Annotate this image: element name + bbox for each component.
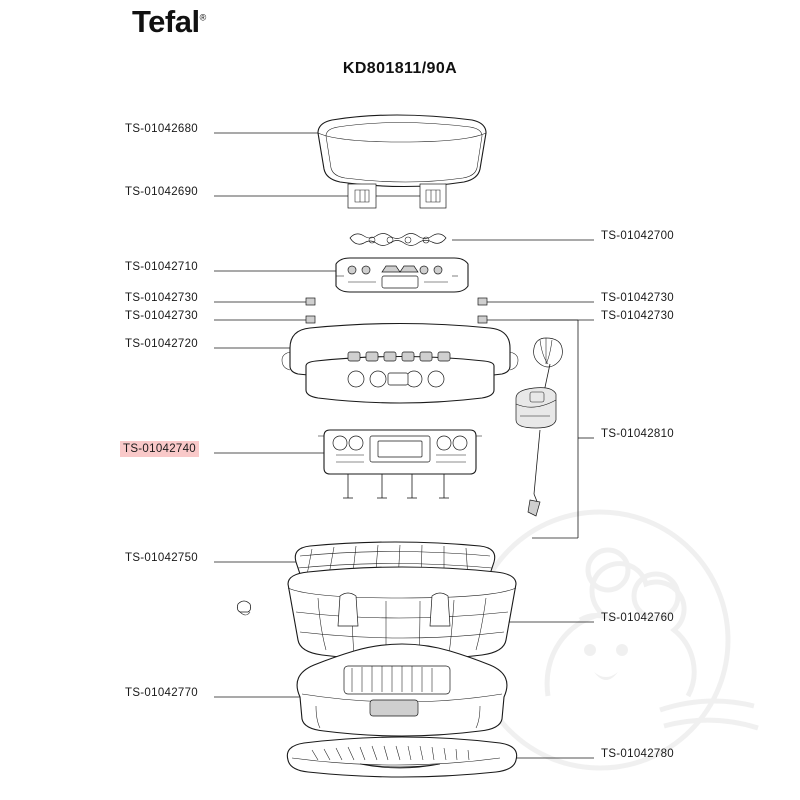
part-ts-01042700	[350, 234, 446, 246]
ref-label-ts-01042770[interactable]: TS-01042770	[125, 687, 198, 699]
ref-label-ts-01042780[interactable]: TS-01042780	[601, 748, 674, 760]
page-title: KD801811/90A	[342, 60, 458, 77]
ref-label-ts-01042690[interactable]: TS-01042690	[125, 186, 198, 198]
ref-label-ts-01042680[interactable]: TS-01042680	[125, 123, 198, 135]
ref-label-ts-01042760[interactable]: TS-01042760	[601, 612, 674, 624]
part-ts-01042810	[516, 338, 562, 516]
part-ts-01042780	[287, 737, 516, 777]
ref-label-ts-01042740[interactable]: TS-01042740	[120, 441, 199, 457]
ref-label-ts-01042730-right-lower[interactable]: TS-01042730	[601, 310, 674, 322]
ref-label-ts-01042720[interactable]: TS-01042720	[125, 338, 198, 350]
part-ts-01042740	[318, 430, 482, 498]
ref-label-ts-01042730-left-upper[interactable]: TS-01042730	[125, 292, 198, 304]
part-ts-01042750	[295, 542, 494, 587]
part-ts-01042770	[297, 644, 507, 736]
ref-label-ts-01042710[interactable]: TS-01042710	[125, 261, 198, 273]
ref-label-ts-01042750[interactable]: TS-01042750	[125, 552, 198, 564]
part-ts-01042690	[348, 184, 446, 208]
ref-label-ts-01042700[interactable]: TS-01042700	[601, 230, 674, 242]
part-ts-01042720	[282, 324, 518, 404]
part-ts-01042760	[237, 567, 516, 660]
trademark-symbol: ®	[199, 12, 206, 23]
part-ts-01042730-group	[306, 298, 487, 323]
ref-label-ts-01042730-right-upper[interactable]: TS-01042730	[601, 292, 674, 304]
brand-logo	[132, 4, 206, 40]
ref-label-ts-01042730-left-lower[interactable]: TS-01042730	[125, 310, 198, 322]
brand-name: Tefal	[132, 4, 200, 39]
part-ts-01042710	[336, 258, 468, 292]
ref-label-ts-01042810[interactable]: TS-01042810	[601, 428, 674, 440]
part-ts-01042680	[318, 115, 486, 187]
